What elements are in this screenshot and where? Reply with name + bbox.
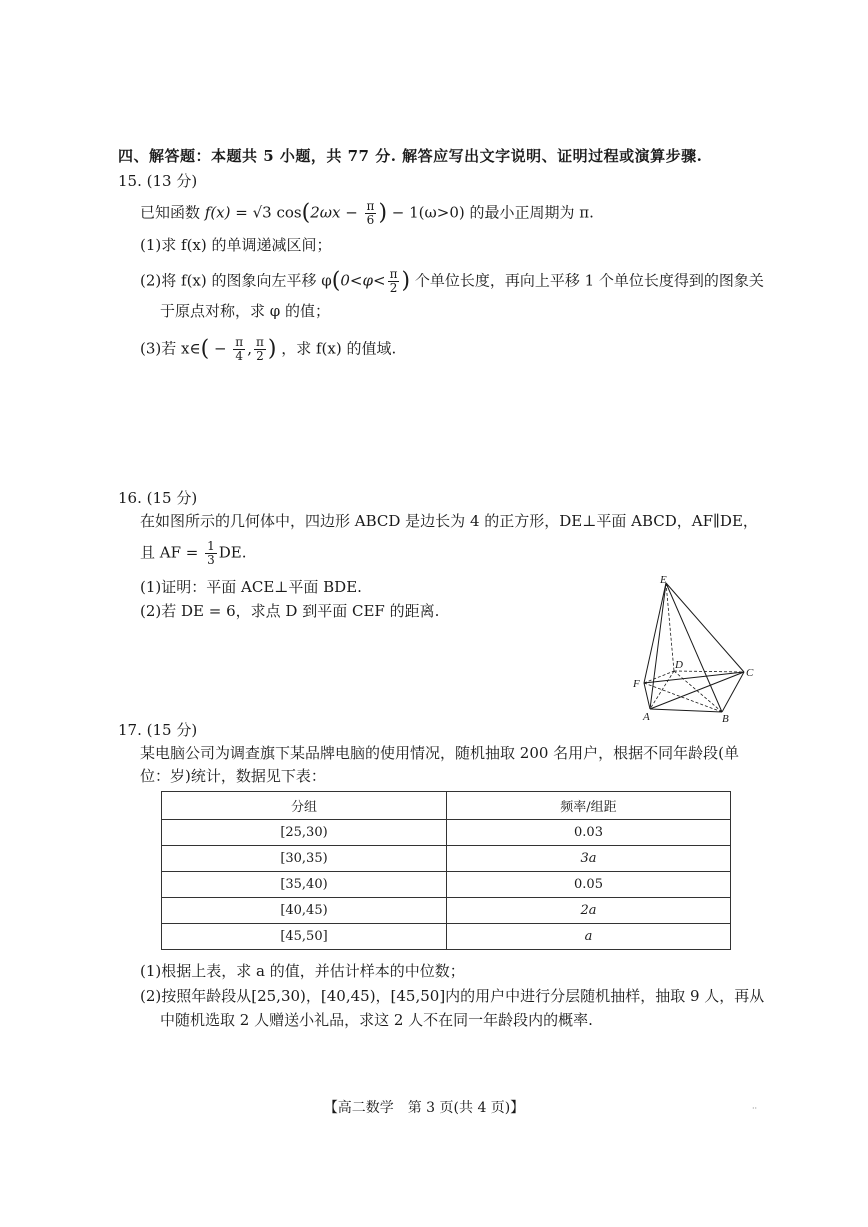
p15-inner-a: 2ωx − bbox=[310, 203, 363, 222]
table-header-frequency: 频率/组距 bbox=[447, 792, 731, 820]
frac-den: 6 bbox=[366, 213, 375, 227]
table-cell-group: [40,45) bbox=[162, 898, 447, 924]
problem-16-number: 16. (15 分) bbox=[118, 489, 198, 507]
problem-17-q1: (1)根据上表，求 a 的值，并估计样本的中位数； bbox=[140, 962, 465, 980]
table-cell-frequency: a bbox=[447, 924, 731, 950]
problem-15-q3 bbox=[140, 336, 396, 363]
pi-over-2-fraction bbox=[254, 336, 266, 363]
frequency-table bbox=[161, 791, 731, 950]
problem-17-stem-1: 某电脑公司为调查旗下某品牌电脑的使用情况，随机抽取 200 名用户，根据不同年龄段(单 bbox=[140, 744, 740, 762]
p15-q3-inner-a: − bbox=[209, 339, 232, 358]
frac-num: π bbox=[255, 335, 264, 349]
p15-stem-b: = √3 cos bbox=[230, 203, 302, 222]
one-third-fraction bbox=[205, 540, 217, 567]
label-D: D bbox=[675, 659, 683, 671]
table-row bbox=[162, 898, 731, 924]
paren-close: ) bbox=[378, 200, 388, 226]
problem-15-q2-continued: 于原点对称，求 φ 的值； bbox=[160, 302, 331, 320]
table-cell-frequency: 0.03 bbox=[447, 820, 731, 846]
p16-stem2-b: DE. bbox=[218, 543, 247, 562]
edge-EB bbox=[666, 583, 722, 712]
problem-15-stem bbox=[140, 200, 594, 227]
p15-q2-b: 个单位长度，再向上平移 1 个单位长度得到的图象关 bbox=[410, 271, 764, 290]
edge-ED-hidden bbox=[666, 583, 674, 671]
edge-AB bbox=[650, 709, 722, 712]
frac-num: π bbox=[366, 199, 375, 213]
problem-16-q2: (2)若 DE = 6，求点 D 到平面 CEF 的距离. bbox=[140, 602, 440, 620]
p15-q3-a: (3)若 x∈ bbox=[140, 339, 201, 358]
table-row bbox=[162, 820, 731, 846]
paren-close: ) bbox=[267, 336, 277, 362]
problem-17-q2: (2)按照年龄段从[25,30)，[40,45)，[45,50]内的用户中进行分层随机抽样，抽取 9 人，再从 bbox=[140, 987, 765, 1005]
table-cell-group: [30,35) bbox=[162, 846, 447, 872]
frac-den: 3 bbox=[207, 553, 215, 567]
p15-q3-b: ，求 f(x) 的值域. bbox=[276, 339, 397, 358]
label-E: E bbox=[660, 575, 667, 586]
pi-over-2-fraction bbox=[388, 268, 400, 295]
pi-over-4-fraction bbox=[233, 336, 245, 363]
table-cell-group: [45,50] bbox=[162, 924, 447, 950]
problem-15-number: 15. (13 分) bbox=[118, 172, 198, 190]
paren-close: ) bbox=[401, 268, 411, 294]
paren-open: ( bbox=[200, 336, 210, 362]
problem-17-stem-2: 位：岁)统计，数据见下表： bbox=[140, 767, 326, 785]
geometry-figure bbox=[630, 575, 760, 725]
frac-num: π bbox=[235, 335, 244, 349]
p15-stem-a: 已知函数 bbox=[140, 203, 205, 222]
page-footer bbox=[0, 1097, 868, 1117]
p15-q2-inner: 0<φ< bbox=[340, 271, 386, 290]
frac-num: 1 bbox=[207, 539, 215, 553]
table-cell-group: [35,40) bbox=[162, 872, 447, 898]
footer-mark: ·· bbox=[752, 1104, 758, 1113]
edge-FB-hidden bbox=[644, 683, 722, 712]
table-cell-frequency: 0.05 bbox=[447, 872, 731, 898]
table-header-group: 分组 bbox=[162, 792, 447, 820]
problem-15-q2 bbox=[140, 268, 764, 295]
table-cell-group: [25,30) bbox=[162, 820, 447, 846]
p15-q2-a: (2)将 f(x) 的图象向左平移 φ bbox=[140, 271, 332, 290]
footer-text: 【高二数学 第 3 页(共 4 页)】 bbox=[323, 1100, 525, 1116]
frac-den: 2 bbox=[256, 349, 264, 363]
problem-17-q2-continued: 中随机选取 2 人赠送小礼品，求这 2 人不在同一年龄段内的概率. bbox=[160, 1011, 593, 1029]
table-row bbox=[162, 846, 731, 872]
paren-open: ( bbox=[301, 200, 311, 226]
problem-17-number: 17. (15 分) bbox=[118, 721, 198, 739]
p15-q3-inner-b: , bbox=[247, 339, 252, 358]
label-A: A bbox=[643, 711, 650, 723]
label-F: F bbox=[633, 678, 640, 690]
label-C: C bbox=[746, 667, 754, 679]
p15-stem-c: − 1(ω>0) 的最小正周期为 π. bbox=[387, 203, 594, 222]
paren-open: ( bbox=[331, 268, 341, 294]
table-row bbox=[162, 872, 731, 898]
frac-den: 4 bbox=[235, 349, 244, 363]
edge-BC bbox=[722, 672, 744, 712]
table-row bbox=[162, 924, 731, 950]
frac-den: 2 bbox=[389, 281, 398, 295]
problem-15-q1: (1)求 f(x) 的单调递减区间； bbox=[140, 236, 332, 254]
table-cell-frequency: 2a bbox=[447, 898, 731, 924]
table-cell-frequency: 3a bbox=[447, 846, 731, 872]
problem-16-q1: (1)证明：平面 ACE⊥平面 BDE. bbox=[140, 578, 362, 596]
edge-FA bbox=[644, 683, 650, 709]
problem-16-stem-2 bbox=[140, 540, 247, 567]
frac-num: π bbox=[389, 267, 398, 281]
pi-over-6-fraction bbox=[365, 200, 377, 227]
table-header-row bbox=[162, 792, 731, 820]
p15-stem-fx: f(x) bbox=[204, 203, 231, 222]
edge-DC-hidden bbox=[674, 671, 744, 672]
label-B: B bbox=[722, 713, 729, 725]
problem-16-stem-1: 在如图所示的几何体中，四边形 ABCD 是边长为 4 的正方形，DE⊥平面 ABCD，AF∥DE， bbox=[140, 512, 758, 530]
section-heading: 四、解答题：本题共 5 小题，共 77 分. 解答应写出文字说明、证明过程或演算步骤. bbox=[118, 147, 703, 165]
p16-stem2-a: 且 AF = bbox=[140, 543, 204, 562]
